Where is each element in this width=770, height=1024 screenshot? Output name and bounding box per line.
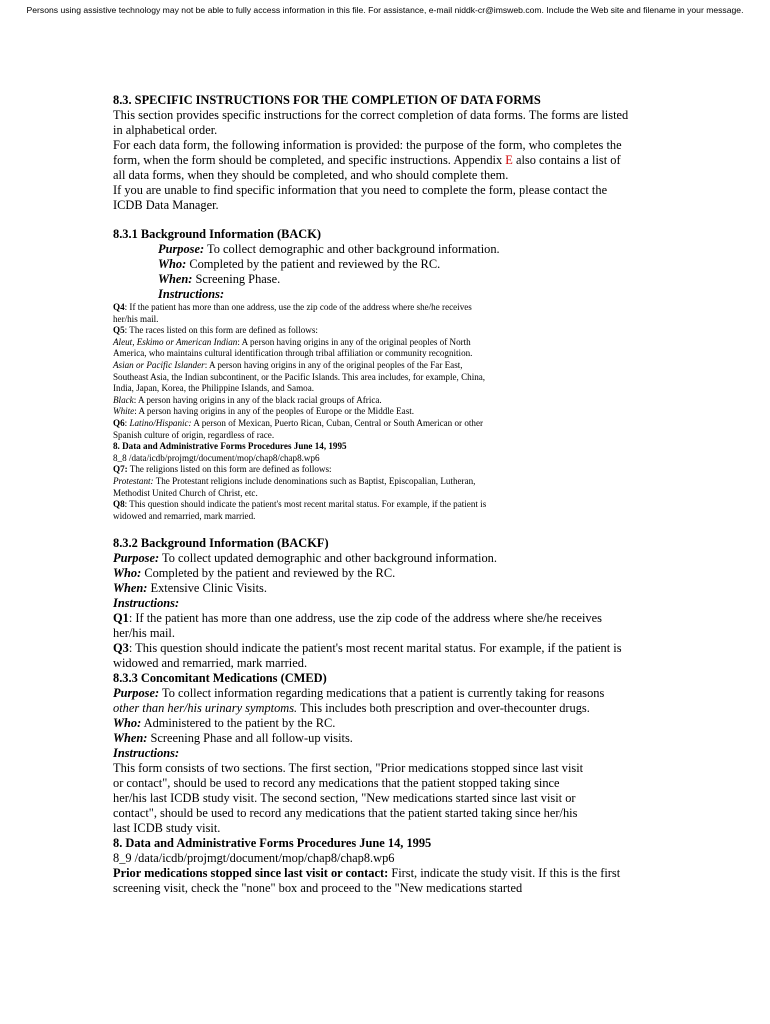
definition-text: : A person having origins in any of the peoples of Europe or the Middle East.	[134, 406, 415, 417]
page-footer-title: 8. Data and Administrative Forms Procedures June 14, 1995	[113, 441, 347, 452]
instruction-text: : If the patient has more than one address, use the zip code of the address where she/he receives her/his mail.	[113, 611, 602, 641]
purpose-text: To collect demographic and other background information.	[204, 242, 500, 256]
purpose-line	[113, 686, 633, 716]
who-text: Completed by the patient and reviewed by the RC.	[141, 566, 396, 581]
definition-term: Aleut, Eskimo or American Indian	[113, 336, 238, 347]
definition-term: Asian or Pacific Islander	[113, 359, 205, 370]
instruction-item	[113, 464, 495, 476]
instruction-text: : This question should indicate the patient's most recent marital status. For example, if the patient is widowed and remarried, mark married.	[113, 641, 622, 671]
paragraph-text: For each data form, the following information is provided: the purpose of the form, who completes the form, when the form should be completed, and specific instructions. Appendix	[113, 138, 622, 167]
subsection-title: 8.3.2 Background Information (BACKF)	[113, 536, 329, 551]
who-label: Who:	[158, 257, 187, 271]
definition-text: The Protestant religions include denominations such as Baptist, Episcopalian, Lutheran, Methodist United Church of Christ, etc.	[113, 475, 476, 498]
instruction-text: : This question should indicate the patient's most recent marital status. For example, if the patient is widowed and remarried, mark married.	[113, 499, 487, 521]
question-label: Q1	[113, 611, 129, 626]
instruction-text: A person of Mexican, Puerto Rican, Cuban, Central or South American or other Spanish culture of origin, regardless of race.	[113, 417, 484, 440]
document-page	[113, 93, 633, 896]
instruction-item: Q6: Latino/Hispanic: A person of Mexican, Puerto Rican, Cuban, Central or South American or other Spanish culture of origin, regardless of race.	[113, 417, 484, 440]
appendix-link[interactable]: E	[505, 153, 513, 167]
when-text: Extensive Clinic Visits.	[147, 581, 267, 596]
question-label: Q5	[113, 325, 125, 336]
instructions-label: Instructions:	[158, 287, 225, 301]
definition-item	[113, 360, 495, 395]
subsection-title: 8.3.3 Concomitant Medications (CMED)	[113, 671, 327, 686]
purpose-emphasis: other than her/his urinary symptoms.	[113, 701, 298, 716]
section-title: 8.3. SPECIFIC INSTRUCTIONS FOR THE COMPLETION OF DATA FORMS	[113, 93, 541, 107]
who-text: Completed by the patient and reviewed by the RC.	[186, 257, 441, 271]
purpose-line	[113, 551, 633, 566]
who-line	[113, 716, 633, 731]
definition-item	[113, 337, 495, 360]
purpose-text: This includes both prescription and over-thecounter drugs.	[297, 701, 590, 716]
when-label: When:	[113, 581, 148, 596]
definition-text: : A person having origins in any of the black racial groups of Africa.	[133, 394, 382, 405]
definition-item	[113, 406, 495, 418]
instruction-text: The religions listed on this form are defined as follows:	[127, 464, 332, 475]
paragraph-text: also contains a list of all data forms, when they should be completed, and who should complete them.	[113, 153, 621, 182]
who-label: Who:	[113, 566, 142, 581]
purpose-text: To collect information regarding medications that a patient is currently taking for reasons	[159, 686, 605, 701]
paragraph: If you are unable to find specific information that you need to complete the form, please contact the ICDB Data Manager.	[113, 183, 608, 212]
instruction-item	[113, 325, 495, 337]
instructions-label: Instructions:	[113, 746, 180, 761]
definition-item	[113, 395, 495, 407]
instruction-text: : The races listed on this form are defined as follows:	[124, 325, 318, 336]
definition-term: Latino/Hispanic:	[129, 417, 192, 428]
page-footer-title: 8. Data and Administrative Forms Procedures June 14, 1995	[113, 836, 432, 851]
when-line	[158, 272, 633, 287]
instruction-item	[113, 611, 633, 641]
definition-text: : A person having origins in any of the original peoples of North America, who maintains cultural identification through tribal affiliation or community recognition.	[113, 336, 473, 359]
who-label: Who:	[113, 716, 142, 731]
purpose-label: Purpose:	[113, 686, 160, 701]
instructions-label: Instructions:	[113, 596, 180, 611]
instruction-item	[113, 302, 495, 325]
instruction-item	[113, 499, 495, 522]
definition-term: Protestant:	[113, 475, 154, 486]
purpose-label: Purpose:	[113, 551, 160, 566]
subsection-title: 8.3.1 Background Information (BACK)	[113, 227, 322, 241]
instruction-text: : If the patient has more than one address, use the zip code of the address where she/he receives her/his mail.	[113, 302, 472, 324]
instruction-item	[113, 641, 633, 671]
who-text: Administered to the patient by the RC.	[141, 716, 336, 731]
paragraph-text: First, indicate the study visit. If this is the first screening visit, check the "none" box and proceed to the "New medications started	[113, 866, 621, 896]
when-label: When:	[113, 731, 148, 746]
when-text: Screening Phase and all follow-up visits.	[147, 731, 353, 746]
paragraph	[113, 866, 623, 896]
question-label: Q7:	[113, 464, 128, 475]
who-line	[158, 257, 633, 272]
when-text: Screening Phase.	[192, 272, 281, 286]
question-label: Q8	[113, 499, 125, 510]
definition-term: White	[113, 406, 135, 417]
page-footer-path: 8_8 /data/icdb/projmgt/document/mop/chap8/chap8.wp6	[113, 452, 320, 463]
when-line	[113, 731, 633, 746]
when-label: When:	[158, 272, 193, 286]
accessibility-notice: Persons using assistive technology may not be able to fully access information in this file. For assistance, e-mail niddk-cr@imsweb.com. Include the Web site and filename in your message.	[26, 5, 744, 15]
purpose-label: Purpose:	[158, 242, 205, 256]
who-line	[113, 566, 633, 581]
paragraph: This section provides specific instructions for the correct completion of data forms. The forms are listed in alphabetical order.	[113, 108, 629, 137]
question-label: Q4	[113, 302, 125, 312]
paragraph: This form consists of two sections. The first section, "Prior medications stopped since last visit or contact", should be used to record any medications that the patient stopped taking since her/his last ICDB study visit. The second section, "New medications started since last visit or contact", should be used to record any medications that the patient started taking since her/his last ICDB study visit.	[113, 761, 584, 836]
definition-term: Black	[113, 394, 134, 405]
prior-label: Prior medications stopped since last visit or contact:	[113, 866, 389, 881]
purpose-line	[158, 242, 633, 257]
question-label: Q6	[113, 417, 125, 428]
definition-item	[113, 476, 495, 499]
page-footer-path: 8_9 /data/icdb/projmgt/document/mop/chap8/chap8.wp6	[113, 851, 395, 866]
purpose-text: To collect updated demographic and other background information.	[159, 551, 497, 566]
definition-text: : A person having origins in any of the original peoples of the Far East, Southeast Asia, the Indian subcontinent, or the Pacific Islands. This area includes, for example, China, India, Japan, Korea, the Philippine Islands, and Samoa.	[113, 359, 486, 394]
paragraph	[113, 138, 633, 183]
when-line	[113, 581, 633, 596]
question-label: Q3	[113, 641, 129, 656]
